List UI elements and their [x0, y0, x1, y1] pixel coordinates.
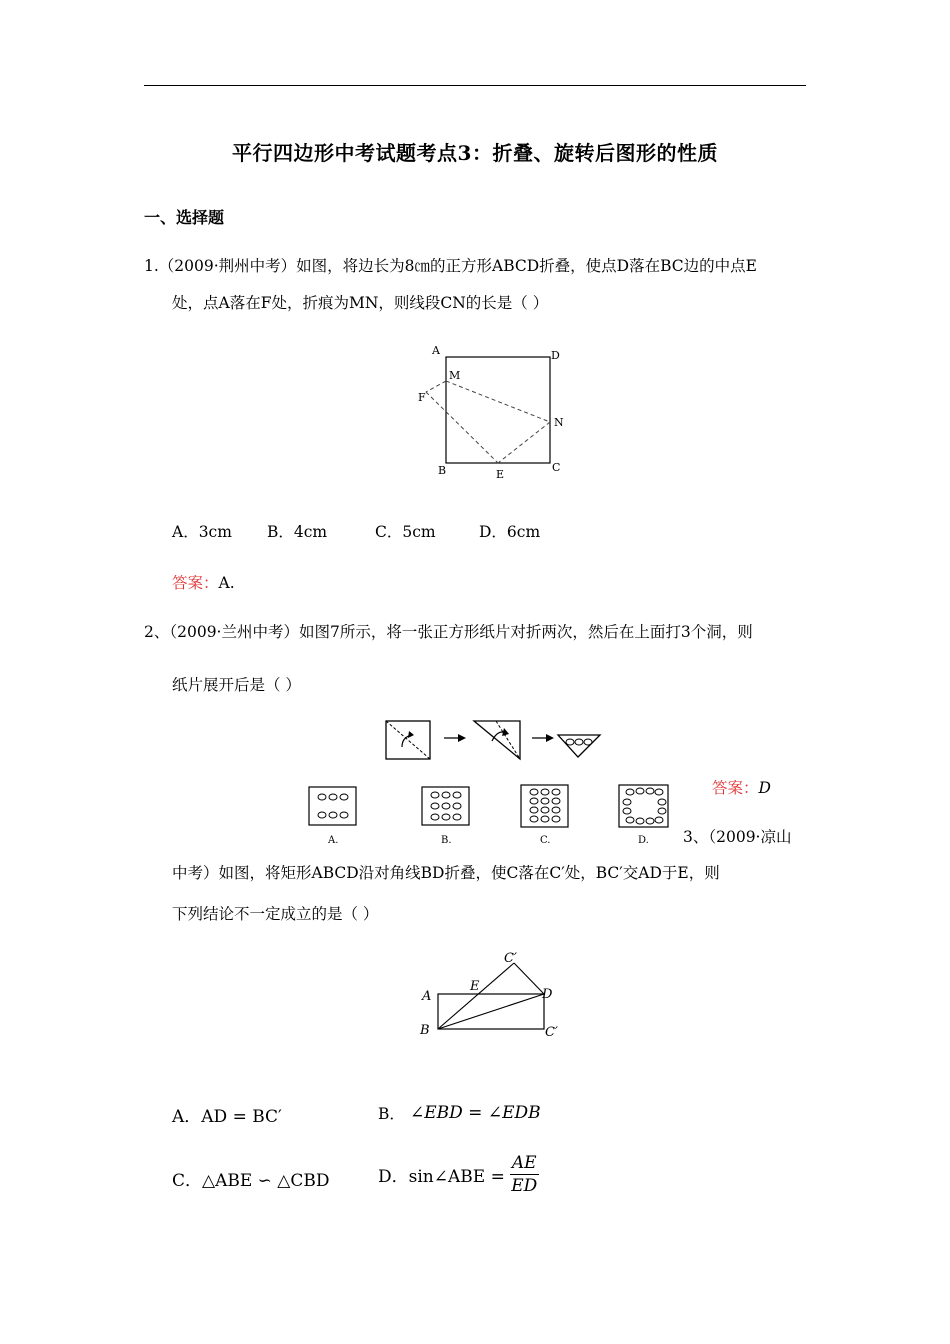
choice-a-label: A. [328, 835, 339, 846]
q2-answer-label: 答案： [712, 779, 759, 797]
q1-answer-value: A. [218, 574, 235, 592]
label-b: B [420, 1023, 430, 1038]
q3-line1: 3、（2009·凉山 [683, 828, 792, 846]
q3-option-a: A．AD = BC′ [172, 1107, 282, 1127]
q2-line2: 纸片展开后是（ ） [172, 676, 301, 694]
q3-option-c: C．△ABE ∽ △CBD [172, 1171, 330, 1191]
header-rule [144, 85, 806, 86]
page-title: 平行四边形中考试题考点3：折叠、旋转后图形的性质 [232, 141, 718, 165]
paper-small-triangle [558, 735, 600, 757]
fraction-numerator: AE [511, 1153, 537, 1173]
choice-d-label: D. [638, 835, 649, 846]
q3-option-d [378, 1152, 539, 1197]
label-e: E [496, 468, 505, 481]
q1-option-c: C．5cm [375, 523, 436, 541]
q2-answer [712, 776, 771, 798]
label-b: B [438, 464, 447, 477]
label-c-prime-top: C′ [504, 951, 517, 966]
segment-c1d [514, 963, 544, 994]
q2-answer-value: D [758, 779, 771, 797]
label-c: C [552, 461, 561, 474]
choice-c-box [521, 785, 568, 827]
choice-b-label: B. [441, 835, 452, 846]
q1-figure [410, 340, 580, 485]
label-d: D [551, 349, 560, 362]
q3-option-d-prefix: D．sin∠ABE = [378, 1167, 505, 1187]
q2-choices [300, 780, 680, 850]
q2-fold-sequence [380, 715, 610, 765]
q3-line2: 中考）如图，将矩形ABCD沿对角线BD折叠，使C落在C′处，BC′交AD于E，则 [172, 864, 720, 882]
q3-option-b: ∠EBD = ∠EDB [410, 1103, 541, 1123]
q3-line3: 下列结论不一定成立的是（ ） [172, 905, 379, 923]
fold-arrow-icon [402, 735, 412, 747]
q1-option-b: B．4cm [267, 523, 328, 541]
label-d: D [542, 987, 553, 1002]
q1-option-a: A．3cm [172, 523, 232, 541]
q3-option-b-label: B． [378, 1105, 405, 1123]
paper-triangle [474, 721, 520, 759]
q1-option-d: D．6cm [479, 523, 541, 541]
q1-answer [172, 571, 235, 593]
choice-b-box [422, 787, 469, 825]
segment-mf [426, 381, 446, 392]
label-a: A [432, 344, 440, 357]
q2-line1: 2、（2009·兰州中考）如图7所示，将一张正方形纸片对折两次，然后在上面打3个洞，则 [144, 623, 753, 641]
crease-mn [446, 381, 550, 422]
label-a: A [422, 989, 432, 1004]
label-c-prime-bottom: C′ [545, 1025, 558, 1040]
q3-figure [410, 948, 570, 1048]
q1-line2: 处，点A落在F处，折痕为MN，则线段CN的长是（ ） [172, 294, 549, 312]
segment-bc1 [438, 963, 514, 1029]
choice-c-label: C. [540, 835, 551, 846]
diagonal-bd [438, 994, 544, 1029]
paper-square [386, 721, 430, 759]
label-f: F [418, 391, 426, 404]
label-e: E [470, 979, 480, 994]
q1-line1: 1.（2009·荆州中考）如图，将边长为8㎝的正方形ABCD折叠，使点D落在BC边的中点E [144, 257, 757, 275]
square-abcd [446, 357, 550, 463]
fraction [510, 1152, 539, 1197]
choice-a-box [309, 787, 356, 825]
segment-fe [426, 392, 498, 463]
fraction-denominator: ED [511, 1176, 538, 1196]
label-m: M [449, 369, 461, 382]
segment-ne [498, 422, 550, 463]
q1-answer-label: 答案： [172, 574, 219, 592]
label-n: N [554, 416, 564, 429]
section-heading: 一、选择题 [144, 208, 225, 227]
